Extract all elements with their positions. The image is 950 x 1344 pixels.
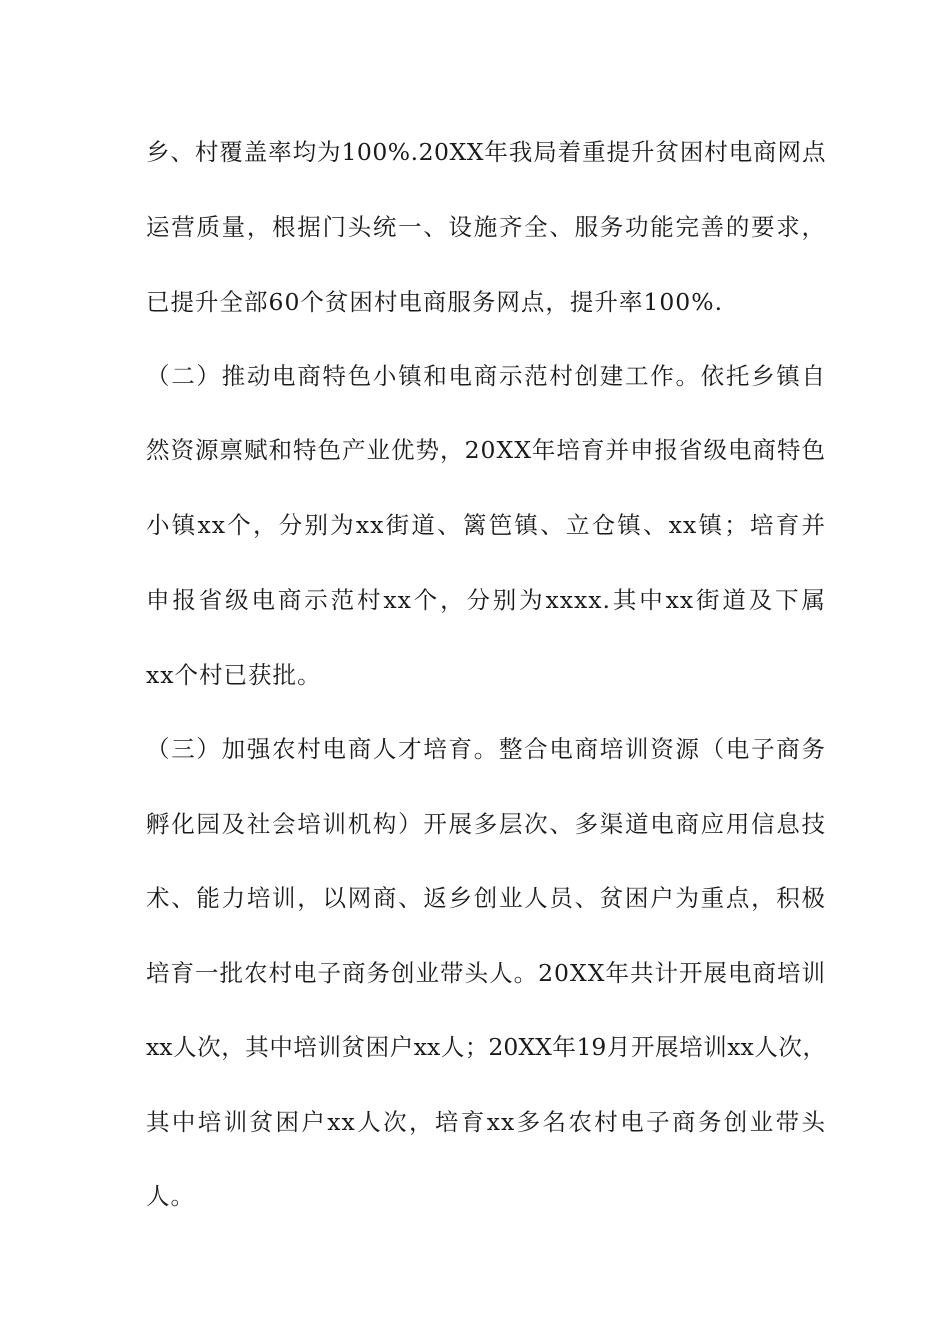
- text-line: 培育一批农村电子商务创业带头人。20XX年共计开展电商培训: [146, 959, 826, 987]
- text-line: 术、能力培训，以网商、返乡创业人员、贫困户为重点，积极: [146, 884, 826, 912]
- text-line: xx个村已获批。: [146, 661, 322, 689]
- text-line: xx人次，其中培训贫困户xx人；20XX年19月开展培训xx人次，: [146, 1033, 826, 1061]
- text-line: 人。: [146, 1182, 195, 1210]
- section-heading-line: （三）加强农村电商人才培育。整合电商培训资源（电子商务: [146, 735, 826, 763]
- text-line: 已提升全部60个贫困村电商服务网点，提升率100%.: [146, 288, 724, 316]
- text-line: 然资源禀赋和特色产业优势，20XX年培育并申报省级电商特色: [146, 436, 826, 464]
- text-line: 运营质量，根据门头统一、设施齐全、服务功能完善的要求，: [146, 213, 826, 241]
- text-line: 申报省级电商示范村xx个，分别为xxxx.其中xx街道及下属: [146, 586, 826, 614]
- text-line: 孵化园及社会培训机构）开展多层次、多渠道电商应用信息技: [146, 810, 826, 838]
- section-heading-line: （二）推动电商特色小镇和电商示范村创建工作。依托乡镇自: [146, 362, 826, 390]
- text-line: 其中培训贫困户xx人次，培育xx多名农村电子商务创业带头: [146, 1108, 826, 1136]
- text-line: 小镇xx个，分别为xx街道、篱笆镇、立仓镇、xx镇；培育并: [146, 511, 826, 539]
- text-line: 乡、村覆盖率均为100%.20XX年我局着重提升贫困村电商网点: [146, 138, 826, 166]
